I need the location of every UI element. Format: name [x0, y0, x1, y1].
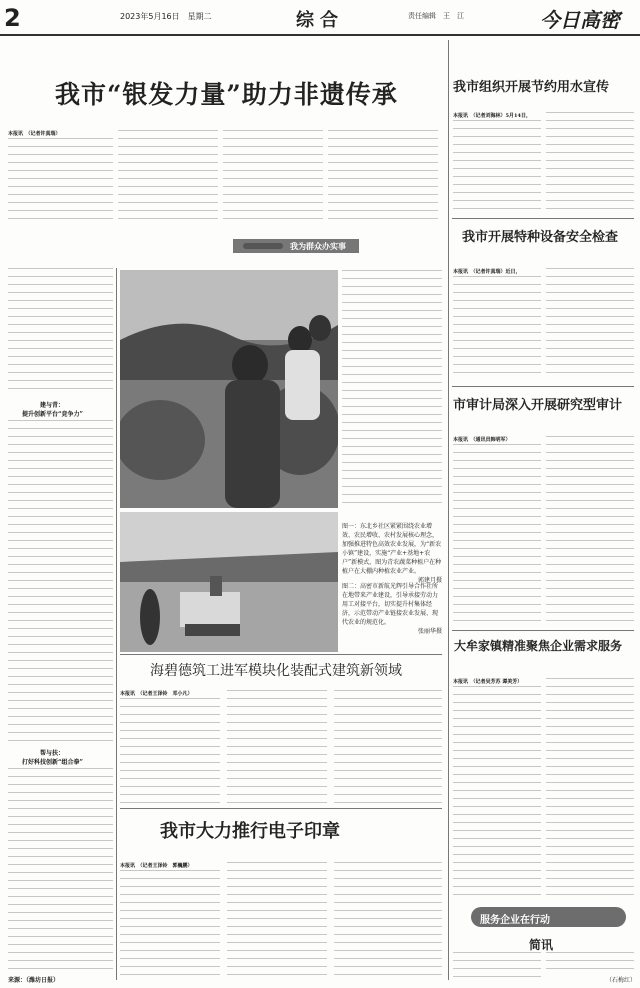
article-silver-power-col3 — [223, 130, 323, 220]
article-silver-power-col5 — [8, 268, 113, 393]
article-silver-power-col2 — [118, 130, 218, 220]
issue-date: 2023年5月16日 星期二 — [120, 12, 212, 21]
caption-photo2 — [342, 582, 442, 636]
byline: 本报讯 （记者刘海林）5月14日， — [453, 113, 531, 119]
article-silver-power-col6 — [8, 420, 113, 745]
service-banner-text: 我为群众办实事 — [290, 241, 346, 251]
article-silver-power-col4 — [328, 130, 438, 225]
newspaper-logo: 今日高密 — [540, 8, 620, 32]
subhead-2a: 帮与扶： — [40, 750, 65, 757]
byline: 本报讯 （记者王泽铃 郭巍鹏） — [120, 863, 193, 869]
article-audit-col2 — [546, 436, 634, 626]
column-divider — [448, 40, 449, 980]
subhead-2b: 打好科技创新“组合拳” — [22, 759, 83, 766]
flag-icon — [243, 243, 283, 249]
headline-water: 我市组织开展节约用水宣传 — [453, 80, 610, 95]
caption-text: 图一：东北乡社区紧紧围绕农业增效、农民增收、农村发展核心理念，加强推进特色高效农业发展，为“新农小镇”建设，实施“产业+基地+农户”新模式，图为青农蔬菜种植户在种植户在大棚内种植农业产业。 — [342, 523, 442, 575]
headline-modular: 海碧德筑工进军模块化装配式建筑新领域 — [150, 663, 402, 679]
headline-brief: 简讯 — [529, 938, 554, 952]
article-silver-power-col8 — [342, 270, 442, 510]
headline-e-printing: 我市大力推行电子印章 — [160, 821, 340, 842]
article-e-printing-col3 — [334, 862, 442, 980]
photo-greenhouse — [120, 270, 338, 508]
farm-vehicle-image — [120, 512, 338, 652]
article-water-col2 — [546, 112, 634, 212]
source-note: 来源：（潍坊日报） — [8, 977, 60, 984]
article-modular-col2 — [227, 690, 327, 805]
divider — [452, 630, 634, 631]
article-job-fair-col2 — [546, 678, 634, 900]
divider — [452, 218, 634, 219]
column-divider-left — [116, 268, 117, 980]
subhead-1a: 建与青： — [40, 402, 65, 409]
article-audit-col1 — [453, 436, 541, 626]
headline-job-fair: 大牟家镇精准聚焦企业需求服务 — [454, 639, 623, 653]
article-brief-col1 — [453, 952, 541, 982]
photo-credit: 郭建月摄 — [417, 577, 442, 584]
article-silver-power-col7 — [8, 768, 113, 973]
article-modular-col1 — [120, 690, 220, 805]
divider — [120, 654, 442, 655]
byline: 本报讯 （记者许真瑞）近日， — [453, 269, 521, 275]
article-modular-col3 — [334, 690, 442, 805]
article-job-fair-col1 — [453, 678, 541, 900]
byline: 本报讯 （记者王泽铃 邓小凡） — [120, 691, 193, 697]
divider — [452, 386, 634, 387]
article-brief-col2 — [546, 952, 634, 974]
greenhouse-image — [120, 270, 338, 508]
byline: 本报讯 （记者许真瑞） — [8, 131, 61, 137]
photo-farm-vehicle — [120, 512, 338, 652]
article-silver-power-col1 — [8, 130, 113, 220]
caption-text: 图二：高密市新航光辉引导合作社所在地带来产业建设，引导承接劳动力用工对接平台，切实提升村集体经济，示范带动产业链接农业发展、现代农业的规范化。 — [342, 583, 439, 626]
divider — [120, 808, 442, 809]
page-number: 2 — [4, 4, 21, 32]
byline: 本报讯 （通讯员韩明军） — [453, 437, 511, 443]
article-e-printing-col1 — [120, 862, 220, 980]
editor-credit: 责任编辑 王 江 — [408, 12, 464, 20]
photo-credit: 张丽华摄 — [417, 628, 442, 635]
article-equipment-col1 — [453, 268, 541, 380]
caption-photo1 — [342, 522, 442, 585]
section-title: 综合 — [296, 10, 344, 31]
article-water-col1 — [453, 112, 541, 212]
headline-silver-power: 我市“银发力量”助力非遗传承 — [55, 80, 398, 109]
article-e-printing-col2 — [227, 862, 327, 980]
slogan-text: 服务企业在行动 — [480, 915, 550, 926]
brief-author: （石梅红） — [606, 977, 637, 984]
subhead-1b: 提升创新平台“竞争力” — [22, 411, 83, 418]
article-equipment-col2 — [546, 268, 634, 380]
headline-audit: 市审计局深入开展研究型审计 — [453, 398, 623, 413]
byline: 本报讯 （记者吴芳苏 谭美芳） — [453, 679, 523, 685]
headline-equipment: 我市开展特种设备安全检查 — [462, 230, 619, 245]
